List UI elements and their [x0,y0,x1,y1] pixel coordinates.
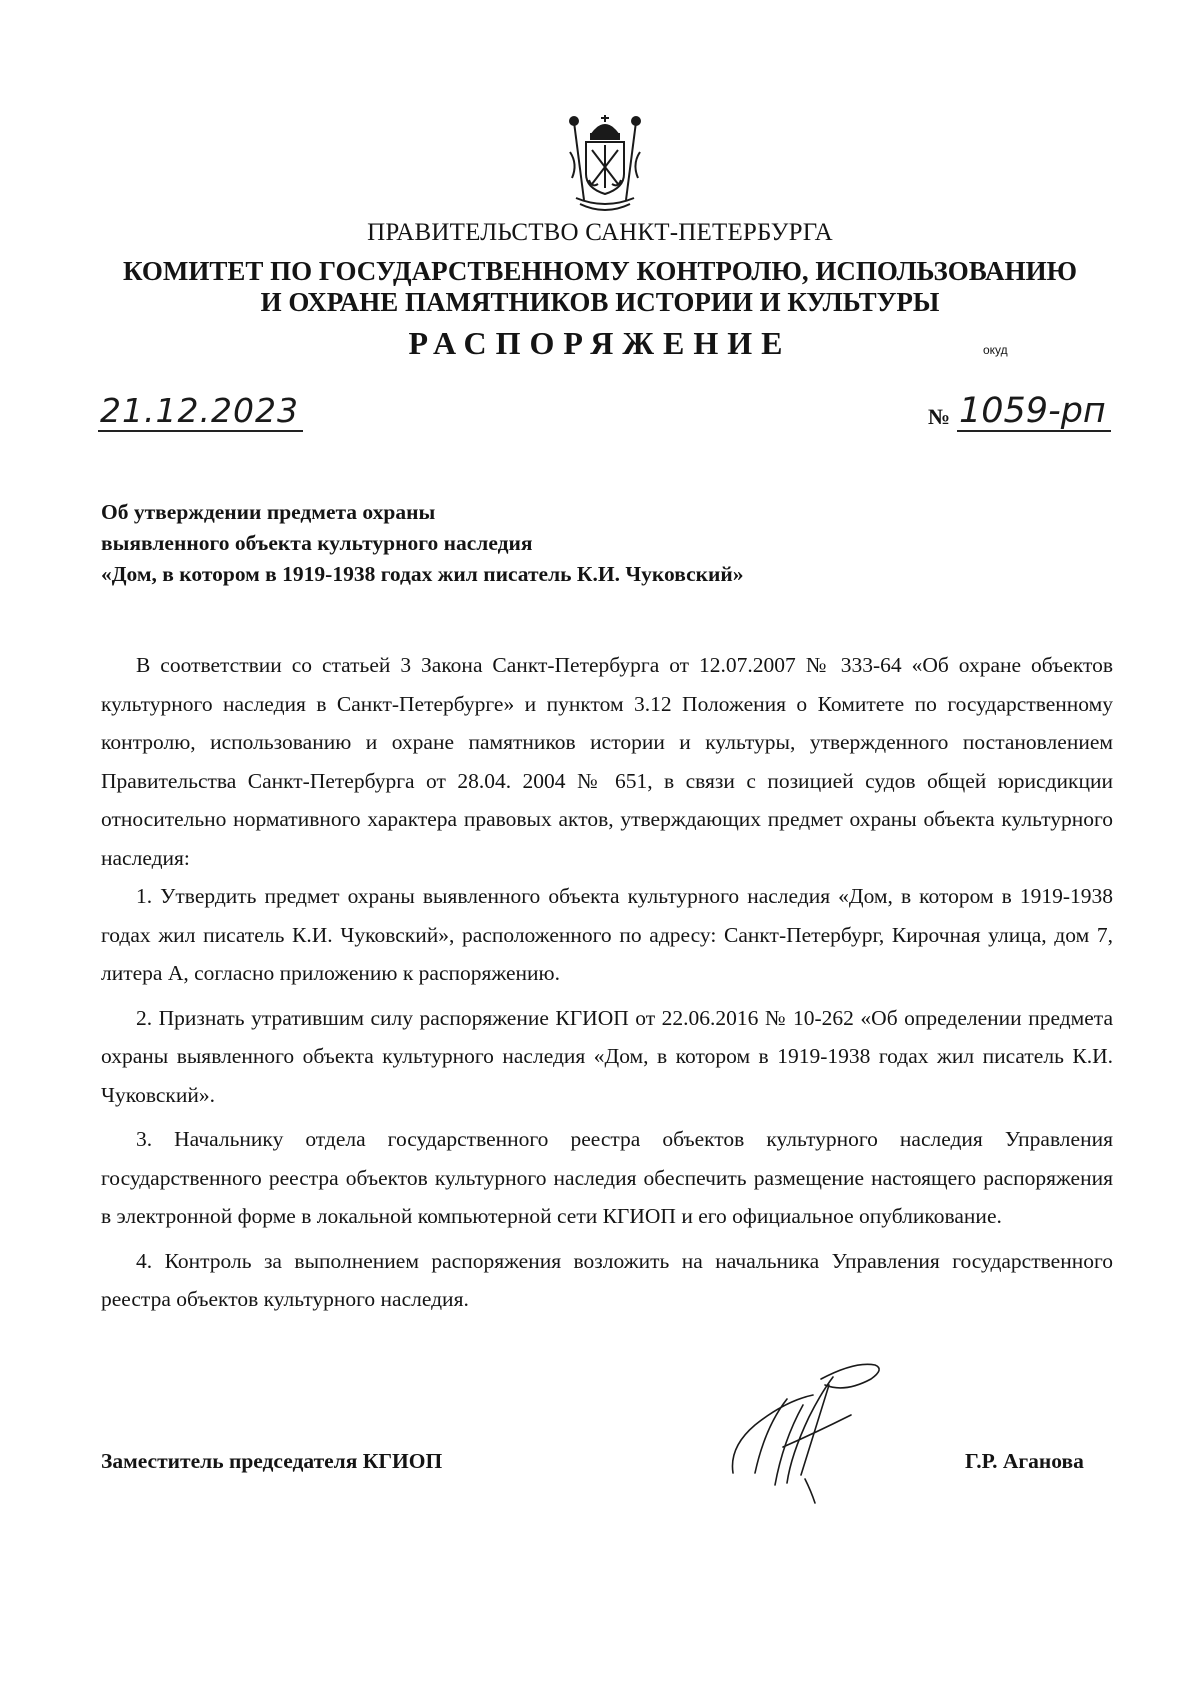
handwritten-signature-icon [725,1355,915,1510]
order-item-2: 2. Признать утратившим силу распоряжение КГИОП от 22.06.2016 № 10-262 «Об определении предмета охраны выявленного объекта культурного наследия «Дом, в котором в 1919-1938 годах жил писатель К.И. Чуковский». [101,1005,1113,1107]
order-item-3: 3. Начальнику отдела государственного реестра объектов культурного наследия Управления государственного реестра объектов культурного наследия обеспечить размещение настоящего распоряжения в электронной форме в локальной компьютерной сети КГИОП и его официальное опубликование. [101,1127,1113,1228]
government-name: ПРАВИТЕЛЬСТВО САНКТ-ПЕТЕРБУРГА [367,219,833,246]
document-subject [101,497,744,590]
coat-of-arms-icon [562,112,648,216]
document-type: РАСПОРЯЖЕНИЕ [408,325,792,361]
signatory-title: Заместитель председателя КГИОП [101,1449,443,1473]
subject-line: выявленного объекта культурного наследия [101,531,533,555]
committee-name-line2: И ОХРАНЕ ПАМЯТНИКОВ ИСТОРИИ И КУЛЬТУРЫ [260,287,940,317]
order-item-1: 1. Утвердить предмет охраны выявленного объекта культурного наследия «Дом, в котором в 1919-1938 годах жил писатель К.И. Чуковский», расположенного по адресу: Санкт-Петербург, Кирочная улица, дом 7, литера А, согласно приложению к распоряжению. [101,884,1113,985]
preamble-paragraph: В соответствии со статьей 3 Закона Санкт-Петербурга от 12.07.2007 № 333-64 «Об охране объектов культурного наследия в Санкт-Петербурге» и пунктом 3.12 Положения о Комитете по государственному контролю, использованию и охране памятников истории и культуры, утвержденного постановлением Правительства Санкт-Петербурга от 28.04. 2004 № 651, в связи с позицией судов общей юрисдикции относительно нормативного характера правовых актов, утверждающих предмет охраны объекта культурного наследия: [101,653,1113,870]
order-item-4: 4. Контроль за выполнением распоряжения возложить на начальника Управления государственного реестра объектов культурного наследия. [101,1248,1113,1311]
signatory-name: Г.Р. Аганова [965,1449,1084,1473]
committee-name-line1: КОМИТЕТ ПО ГОСУДАРСТВЕННОМУ КОНТРОЛЮ, ИСПОЛЬЗОВАНИЮ [123,256,1077,286]
number-label: № [928,404,951,429]
document-body [101,646,1113,1319]
document-date: 21.12.2023 [98,393,303,432]
subject-line: Об утверждении предмета охраны [101,500,436,524]
document-number: 1059-рп [957,392,1111,432]
subject-line: «Дом, в котором в 1919-1938 годах жил писатель К.И. Чуковский» [101,562,744,586]
okud-label: окуд [983,343,1008,357]
